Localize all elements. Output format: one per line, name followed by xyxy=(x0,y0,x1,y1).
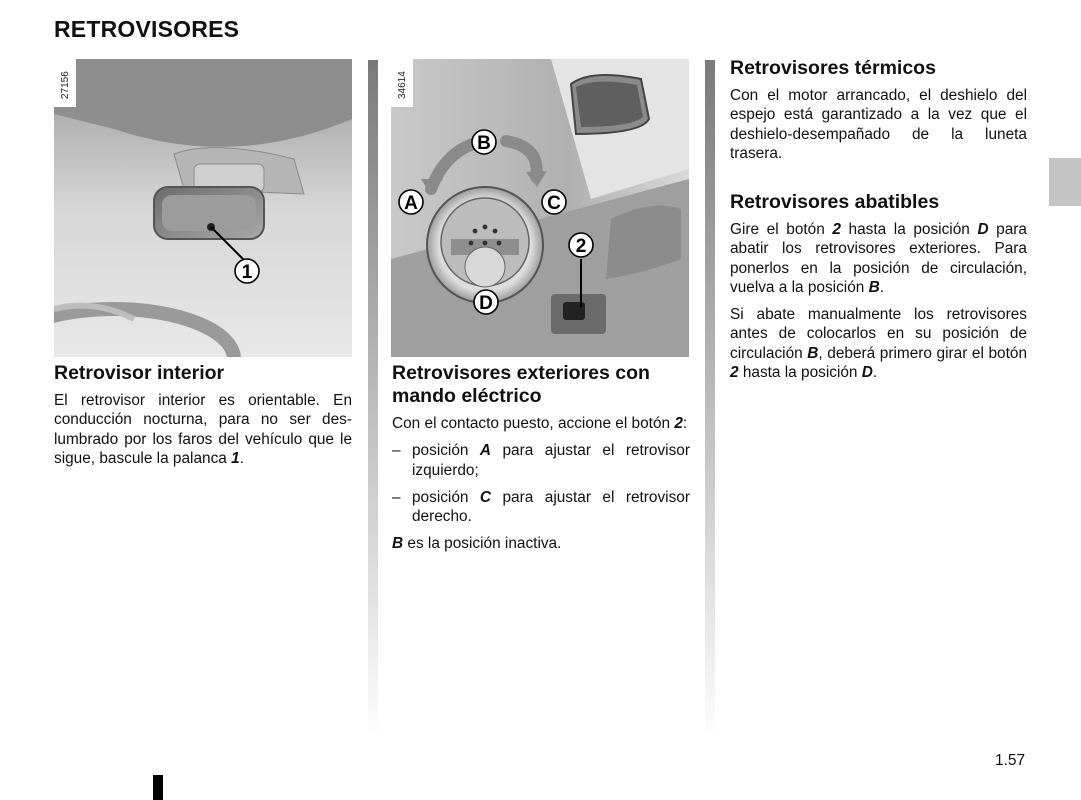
position-d-label: D xyxy=(479,293,493,314)
heading-retrovisores-abatibles: Retrovisores abatibles xyxy=(730,191,940,213)
heading-retrovisor-interior: Retrovisor interior xyxy=(54,362,225,384)
callout-1-label: 1 xyxy=(241,262,253,283)
text-bold: 2 xyxy=(832,221,841,238)
page-number: 1.57 xyxy=(995,752,1026,769)
position-c-label: C xyxy=(547,193,561,214)
page-title: RETROVISORES xyxy=(54,16,240,42)
text: para ajustar el retrovisor derecho. xyxy=(412,488,690,526)
callout-2-label: 2 xyxy=(575,236,587,257)
text-bold: A xyxy=(479,442,492,460)
position-a-callout xyxy=(399,190,423,214)
paragraph xyxy=(392,414,690,433)
text-bold: D xyxy=(977,221,989,238)
text: es la posición inactiva. xyxy=(403,535,562,553)
exterior-mirror-control-figure xyxy=(391,59,689,357)
text-bold: C xyxy=(479,488,492,506)
heading-retrovisores-termicos: Retrovisores térmicos xyxy=(730,57,936,79)
col2-text xyxy=(392,414,690,562)
figure-ref: 27156 xyxy=(60,71,71,99)
paragraph xyxy=(730,305,1027,382)
position-a-label: A xyxy=(404,193,418,214)
list-item xyxy=(392,488,690,527)
text-bold: 2 xyxy=(674,415,683,432)
door-control-illustration xyxy=(391,59,689,357)
heading-line: mando eléctrico xyxy=(392,385,542,407)
paragraph: Con el motor arrancado, el deshielo del espejo está garantizado a la vez que el deshielo-desempañado de la luneta trasera. xyxy=(730,87,1027,162)
col1-text xyxy=(54,391,352,476)
heading-line: Retrovisores exteriores con xyxy=(392,362,650,384)
text-bold: B xyxy=(868,278,880,296)
text: El retrovisor interior es orientable. En conducción nocturna, para no ser des-lumbrado por los faros del vehículo que le sigue, bascule la palanca xyxy=(54,392,352,467)
text: posición xyxy=(412,442,480,460)
text: hasta la posición xyxy=(840,221,978,238)
position-d-callout xyxy=(474,290,498,314)
interior-mirror-illustration xyxy=(54,59,352,357)
paragraph xyxy=(730,220,1027,297)
position-b-label: B xyxy=(477,133,491,154)
text: . xyxy=(879,278,885,296)
interior-mirror-figure xyxy=(54,59,352,357)
paragraph xyxy=(54,391,352,468)
col3-text-2 xyxy=(730,220,1027,390)
text: . xyxy=(872,364,878,382)
text: Gire el botón xyxy=(730,221,833,238)
column-separator xyxy=(705,60,715,740)
text: hasta la posición xyxy=(738,364,862,382)
section-tab xyxy=(1049,158,1081,206)
text-bold: B xyxy=(807,344,819,362)
crop-mark xyxy=(153,775,163,800)
text: : xyxy=(682,415,688,432)
figure-ref: 34614 xyxy=(397,71,408,99)
paragraph xyxy=(392,534,690,553)
position-c-callout xyxy=(542,190,566,214)
dash: – xyxy=(392,442,401,460)
text: posición xyxy=(412,488,480,506)
text: Si abate manualmente los retrovisores antes de colocarlos en su posición de circulación xyxy=(730,306,1027,362)
text: para ajustar el retrovisor izquierdo; xyxy=(412,442,690,479)
text: . xyxy=(239,449,244,467)
position-b-callout xyxy=(472,130,496,154)
col3-text-1 xyxy=(730,86,1027,171)
text: para abatir los retrovisores exteriores. Para ponerlos en la posición de circulación, vuelva a la posición xyxy=(730,221,1027,296)
dash: – xyxy=(392,488,401,506)
text: , deberá primero girar el botón xyxy=(818,344,1028,362)
column-separator xyxy=(368,60,378,740)
heading-retrovisores-exteriores xyxy=(392,362,690,408)
text-bold: D xyxy=(861,364,873,382)
list-item xyxy=(392,441,690,480)
text-bold: B xyxy=(392,535,404,553)
text: Con el contacto puesto, accione el botón xyxy=(392,415,675,432)
text-bold: 1 xyxy=(231,449,240,467)
text-bold: 2 xyxy=(730,364,739,382)
